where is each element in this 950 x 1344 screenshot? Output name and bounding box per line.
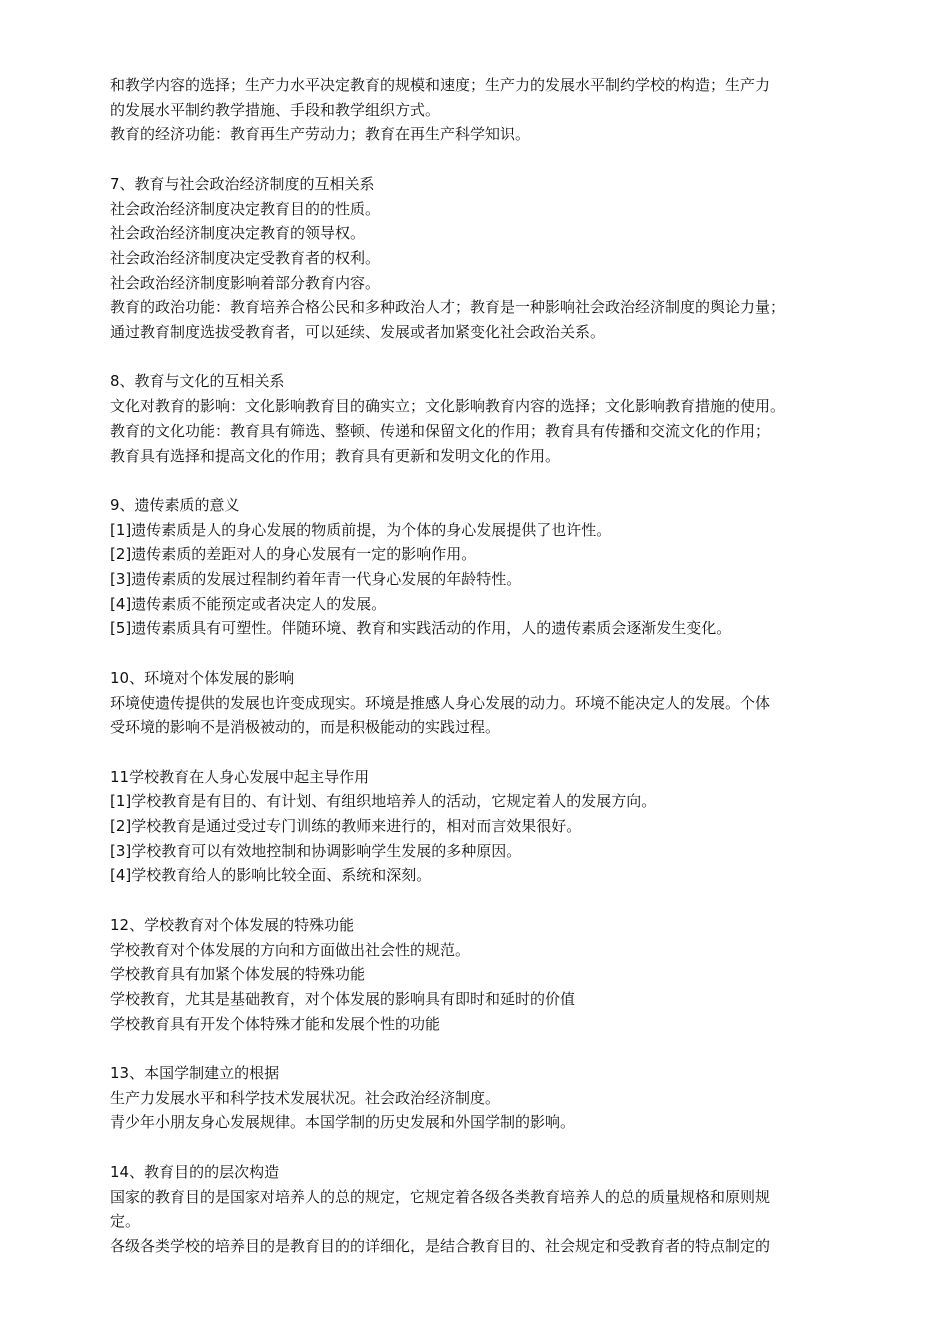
paragraph-gap: [110, 740, 870, 765]
text-line: [3]遗传素质的发展过程制约着年青一代身心发展的年龄特性。: [110, 570, 522, 589]
text-line: 教育的政治功能：教育培养合格公民和多种政治人才；教育是一种影响社会政治经济制度的舆论力量；: [110, 298, 786, 317]
paragraph-gap: [110, 345, 870, 370]
text-line: 文化对教育的影响：文化影响教育目的确实立；文化影响教育内容的选择；文化影响教育措施的使用。: [110, 397, 786, 416]
paragraph-gap: [110, 641, 870, 666]
text-line: 学校教育具有开发个体特殊才能和发展个性的功能: [110, 1014, 441, 1033]
text-line: [5]遗传素质具有可塑性。伴随环境、教育和实践活动的作用，人的遗传素质会逐渐发生变化。: [110, 619, 732, 638]
text-line: [3]学校教育可以有效地控制和协调影响学生发展的多种原因。: [110, 841, 522, 860]
text-line: [1]学校教育是有目的、有计划、有组织地培养人的活动，它规定着人的发展方向。: [110, 792, 657, 811]
text-line: 教育的经济功能：教育再生产劳动力；教育在再生产科学知识。: [110, 125, 531, 144]
text-line: 青少年小朋友身心发展规律。本国学制的历史发展和外国学制的影响。: [110, 1113, 576, 1132]
text-line: 和教学内容的选择；生产力水平决定教育的规模和速度；生产力的发展水平制约学校的构造；生产力: [110, 76, 771, 94]
text-line: 社会政治经济制度影响着部分教育内容。: [110, 273, 381, 292]
section-10: [110, 666, 870, 740]
text-line: 学校教育，尤其是基础教育，对个体发展的影响具有即时和延时的价值: [110, 989, 576, 1008]
text-line: 学校教育对个体发展的方向和方面做出社会性的规范。: [110, 940, 471, 959]
document-page: [110, 73, 870, 1259]
section-heading: 10、环境对个体发展的影响: [110, 668, 295, 687]
section-13: [110, 1061, 870, 1135]
section-14: [110, 1160, 870, 1259]
section-heading: 14、教育目的的层次构造: [110, 1162, 280, 1181]
section-8: [110, 369, 870, 468]
text-line: 社会政治经济制度决定教育目的的性质。: [110, 199, 381, 218]
section-heading: 9、遗传素质的意义: [110, 495, 240, 514]
text-line: 教育具有选择和提高文化的作用；教育具有更新和发明文化的作用。: [110, 446, 561, 465]
section-heading: 7、教育与社会政治经济制度的互相关系: [110, 174, 375, 193]
text-line: 受环境的影响不是消极被动的，而是积极能动的实践过程。: [110, 718, 501, 737]
text-line: 国家的教育目的是国家对培养人的总的规定，它规定着各级各类教育培养人的总的质量规格和原则规: [110, 1187, 771, 1206]
text-line: 的发展水平制约教学措施、手段和教学组织方式。: [110, 100, 441, 119]
section-heading: 8、教育与文化的互相关系: [110, 372, 285, 391]
section-11: [110, 765, 870, 889]
section-heading: 11学校教育在人身心发展中起主导作用: [110, 767, 370, 786]
text-line: 环境使遗传提供的发展也许变成现实。环境是推感人身心发展的动力。环境不能决定人的发展。个体: [110, 693, 771, 712]
section-heading: 12、学校教育对个体发展的特殊功能: [110, 915, 355, 934]
section-12: [110, 913, 870, 1037]
text-line: [4]遗传素质不能预定或者决定人的发展。: [110, 594, 387, 613]
paragraph-gap: [110, 147, 870, 172]
text-line: 社会政治经济制度决定受教育者的权利。: [110, 248, 381, 267]
intro-paragraph: [110, 73, 870, 147]
section-9: [110, 493, 870, 641]
text-line: 学校教育具有加紧个体发展的特殊功能: [110, 965, 366, 984]
paragraph-gap: [110, 1036, 870, 1061]
text-line: 生产力发展水平和科学技术发展状况。社会政治经济制度。: [110, 1088, 501, 1107]
text-line: 定。: [110, 1212, 141, 1231]
paragraph-gap: [110, 468, 870, 493]
paragraph-gap: [110, 888, 870, 913]
paragraph-gap: [110, 1135, 870, 1160]
section-7: [110, 172, 870, 345]
section-heading: 13、本国学制建立的根据: [110, 1064, 280, 1083]
text-line: [4]学校教育给人的影响比较全面、系统和深刻。: [110, 866, 432, 885]
text-line: 各级各类学校的培养目的是教育目的的详细化，是结合教育目的、社会规定和受教育者的特点制定的: [110, 1236, 771, 1255]
text-line: 教育的文化功能：教育具有筛选、整顿、传递和保留文化的作用；教育具有传播和交流文化的作用；: [110, 421, 771, 440]
text-line: 社会政治经济制度决定教育的领导权。: [110, 224, 366, 243]
text-line: [2]遗传素质的差距对人的身心发展有一定的影响作用。: [110, 545, 477, 564]
text-line: [2]学校教育是通过受过专门训练的教师来进行的，相对而言效果很好。: [110, 817, 582, 836]
text-line: 通过教育制度选拔受教育者，可以延续、发展或者加紧变化社会政治关系。: [110, 323, 606, 342]
text-line: [1]遗传素质是人的身心发展的物质前提，为个体的身心发展提供了也许性。: [110, 520, 612, 539]
